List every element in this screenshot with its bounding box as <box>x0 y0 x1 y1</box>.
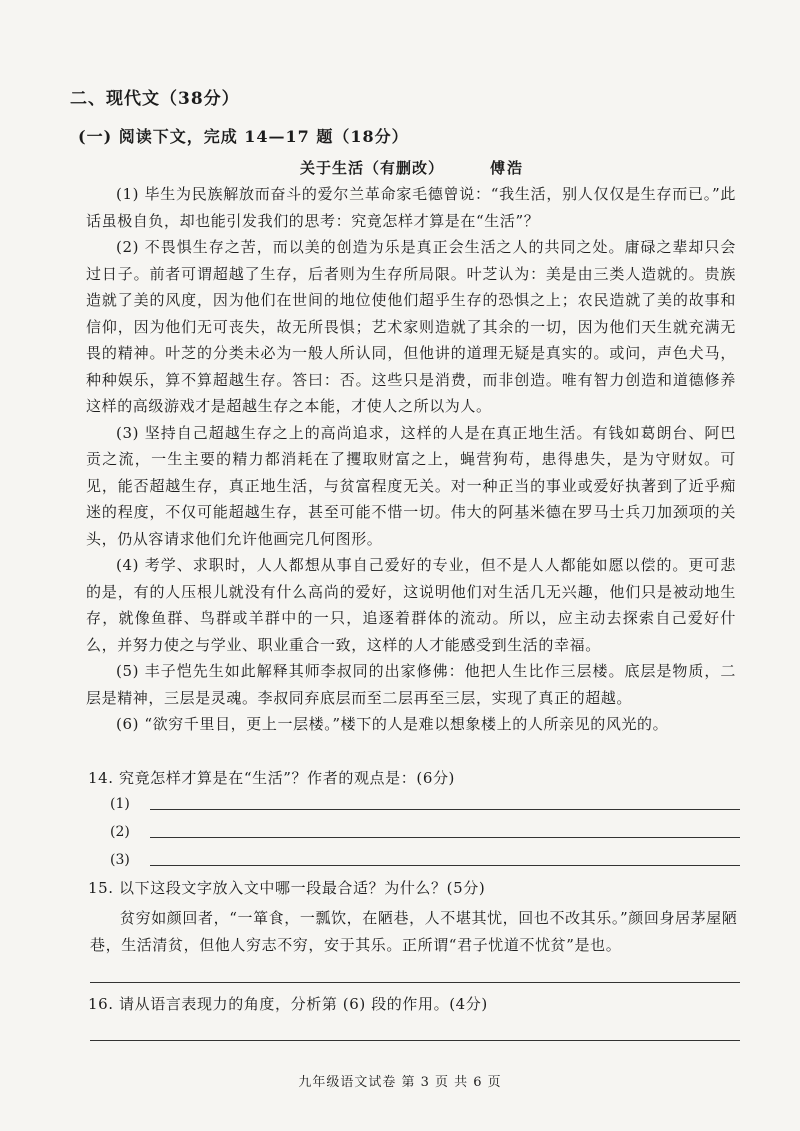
answer-line-16[interactable] <box>90 1040 740 1041</box>
article-author: 傅浩 <box>490 159 525 177</box>
answer-blank-14-1[interactable] <box>100 790 740 814</box>
article-paragraph-2: (2) 不畏惧生存之苦，而以美的创造为乐是真正会生活之人的共同之处。庸碌之辈却只会过日子。前者可谓超越了生存，后者则为生存所局限。叶芝认为：美是由三类人造就的。贵族造就了美的风度，因为他们在世间的地位使他们超乎生存的恐惧之上；农民造就了美的故事和信仰，因为他们无可丧失，故无所畏惧；艺术家则造就了其余的一切，因为他们天生就充满无畏的精神。叶芝的分类未必为一般人所认同，但他讲的道理无疑是真实的。或问，声色犬马，种种娱乐，算不算超越生存。答曰：否。这些只是消费，而非创造。唯有智力创造和道德修养这样的高级游戏才是超越生存之本能，才使人之所以为人。 <box>86 238 736 415</box>
question-16: 16. 请从语言表现力的角度，分析第 (6) 段的作用。(4分) <box>88 995 488 1013</box>
answer-blank-14-2[interactable] <box>100 818 740 842</box>
answer-line <box>150 837 740 838</box>
article-paragraph-6: (6) “欲穷千里目，更上一层楼。”楼下的人是难以想象楼上的人所亲见的风光的。 <box>116 715 669 733</box>
blank-label: (3) <box>110 852 130 868</box>
question-15-quote: 贫穷如颜回者，“一箪食，一瓢饮，在陋巷，人不堪其忧，回也不改其乐。”颜回身居茅屋陋巷，生活清贫，但他人穷志不穷，安于其乐。正所谓“君子忧道不忧贫”是也。 <box>90 909 738 954</box>
article-paragraph-4: (4) 考学、求职时，人人都想从事自己爱好的专业，但不是人人都能如愿以偿的。更可悲的是，有的人压根儿就没有什么高尚的爱好，这说明他们对生活几无兴趣，他们只是被动地生存，就像鱼群、鸟群或羊群中的一只，追逐着群体的流动。所以，应主动去探索自己爱好什么，并努力使之与学业、职业重合一致，这样的人才能感受到生活的幸福。 <box>86 556 736 654</box>
article-body <box>86 181 736 738</box>
blank-label: (1) <box>110 796 130 812</box>
article-paragraph-3: (3) 坚持自己超越生存之上的高尚追求，这样的人是在真正地生活。有钱如葛朗台、阿巴贡之流，一生主要的精力都消耗在了攫取财富之上，蝇营狗苟，患得患失，是为守财奴。可见，能否超越生存，真正地生活，与贫富程度无关。对一种正当的事业或爱好执著到了近乎痴迷的程度，不仅可能超越生存，甚至可能不惜一切。伟大的阿基米德在罗马士兵刀加颈项的关头，仍从容请求他们允许他画完几何图形。 <box>86 423 736 548</box>
reading-sub-title: (一) 阅读下文，完成 14—17 题（18分） <box>78 127 409 146</box>
article-paragraph-1: (1) 毕生为民族解放而奋斗的爱尔兰革命家毛德曾说：“我生活，别人仅仅是生存而已。”此话虽极自负，却也能引发我们的思考：究竟怎样才算是在“生活”？ <box>86 185 736 230</box>
blank-label: (2) <box>110 824 130 840</box>
section-title: 二、现代文（38分） <box>70 89 240 109</box>
article-title: 关于生活（有删改） <box>300 159 445 177</box>
answer-line <box>150 865 740 866</box>
answer-line-15[interactable] <box>90 982 740 983</box>
answer-line <box>150 809 740 810</box>
question-14: 14. 究竟怎样才算是在“生活”？作者的观点是：(6分) <box>88 769 456 787</box>
article-paragraph-5: (5) 丰子恺先生如此解释其师李叔同的出家修佛：他把人生比作三层楼。底层是物质，二层是精神，三层是灵魂。李叔同弃底层而至二层再至三层，实现了真正的超越。 <box>86 662 736 707</box>
answer-blank-14-3[interactable] <box>100 846 740 870</box>
page-footer: 九年级语文试卷 第 3 页 共 6 页 <box>298 1075 502 1090</box>
question-15: 15. 以下这段文字放入文中哪一段最合适？为什么？(5分) <box>88 879 486 897</box>
